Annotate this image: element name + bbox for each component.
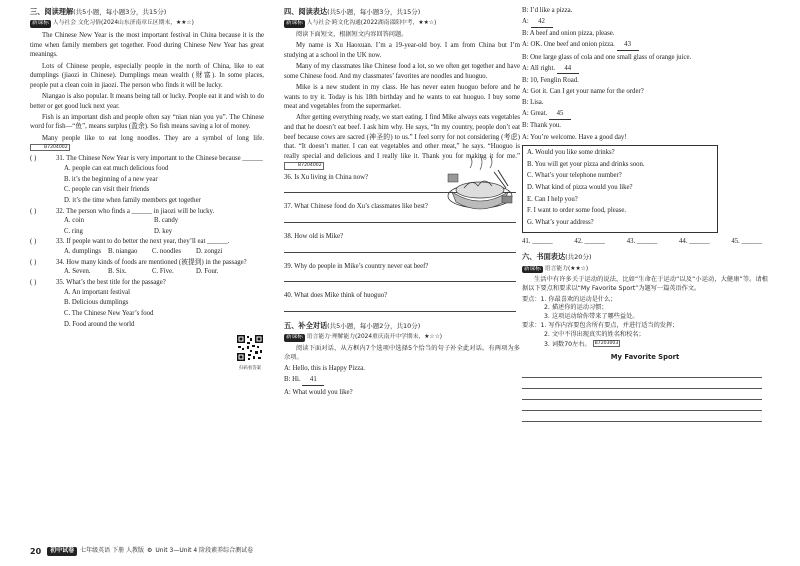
section-score: (共5小题，每小题3分，共15分) xyxy=(73,8,167,16)
option: A. coin xyxy=(64,217,85,225)
question-33 xyxy=(30,237,264,256)
item-code: B7204002 xyxy=(284,162,324,170)
answer-paren[interactable]: ( ) xyxy=(30,155,37,163)
option: A. people can eat much delicious food xyxy=(64,164,169,172)
section-title: 四、阅读表达 xyxy=(284,7,328,16)
curriculum-tag: 新课标 xyxy=(32,20,49,27)
item-code: B7203003 xyxy=(594,340,619,346)
section-title: 五、补全对话 xyxy=(284,320,328,330)
question-39 xyxy=(284,262,520,283)
dialogue-line: A: Hello, this is Happy Pizza. xyxy=(284,365,365,373)
answer-blank[interactable]: 44 xyxy=(557,64,579,75)
passage-paragraph: Fish is an important dish and people often say “nian nian you yu”. The Chinese word for fish—“鱼”, means surplus (盈余). So fish means saving a lot of money. xyxy=(30,113,264,131)
writing-point: 3. 这项运动给你带来了哪些益处。 xyxy=(544,313,639,321)
option: D. Four. xyxy=(196,268,219,276)
tagline-text: 语言能力·理解能力(2024重庆南开中学期末，★☆☆) xyxy=(306,334,443,341)
option-item: D. What kind of pizza would you like? xyxy=(527,184,633,192)
hotpot-illustration xyxy=(444,152,516,214)
option: C. noodles xyxy=(152,248,182,256)
dialogue-line: A: What would you like? xyxy=(284,388,353,396)
section-tagline xyxy=(30,19,264,28)
question-text: 40. What does Mike think of huoguo? xyxy=(284,292,388,300)
dialogue-text: A: You’re welcome. Have a good day! xyxy=(522,133,627,141)
dialogue-line xyxy=(522,53,768,63)
reading-comprehension-column xyxy=(30,6,264,371)
answer-paren[interactable]: ( ) xyxy=(30,258,37,266)
option-item: F. I want to order some food, please. xyxy=(527,207,627,215)
essay-title: My Favorite Sport xyxy=(610,353,680,362)
writing-line[interactable] xyxy=(522,380,762,389)
option-item: A. Would you like some drinks? xyxy=(527,149,615,157)
passage-paragraph: The Chinese New Year is the most important festival in China because it is the time when family members get together. Food during Chinese New Year has great meanings. xyxy=(30,32,264,59)
section-title: 三、阅读理解 xyxy=(30,7,74,16)
question-text: 38. How old is Mike? xyxy=(284,233,344,241)
passage-paragraph: Mike is a new student in my class. He has never eaten huoguo before and he wants to try it. Today is his 18th birthday and he wants to eat huoguo. I buy some meat and vegetables from the supermarket. xyxy=(284,84,520,111)
question-35 xyxy=(30,278,264,329)
section-tagline xyxy=(284,333,520,342)
dialogue-line xyxy=(522,133,768,143)
option: A. An important festival xyxy=(64,288,131,296)
option: B. it’s the beginning of a new year xyxy=(64,175,158,183)
dialogue-line xyxy=(522,98,768,108)
paragraph-text: Many people like to eat long noodles. They are a symbol of long life. xyxy=(42,134,264,142)
passage-paragraph xyxy=(30,134,264,153)
option-item: G. What’s your address? xyxy=(527,219,594,227)
dialogue-text: B: 10, Fenglin Road. xyxy=(522,76,579,84)
option-item: B. You will get your pizza and drinks soon. xyxy=(527,160,645,168)
options-box xyxy=(522,145,718,232)
dialogue-line xyxy=(522,29,768,39)
passage-paragraph: Many of my classmates like Chinese food a lot, so we often get together and have some Chinese food. And my classmates’ favorites are noodles and huoguo. xyxy=(284,63,520,80)
option: A. dumplings xyxy=(64,248,102,256)
answer-blank[interactable]: 45. ______ xyxy=(731,237,762,245)
paragraph-text: After getting everything ready, we start eating. I find Mike always eats vegetables and that he doesn’t eat beef. I ask him why. He says, “In my country, people don’t eat beef because cows are sacred (神圣的) to us.” I feel sorry for not considering (考虑) that. “It doesn’t matter. I can eat vegetables and other meat,” he says. “Huoguo is really special and delicious and I really like it. Thank you for making it for me.” xyxy=(284,114,520,160)
requirement-text: 3. 词数70左右。 xyxy=(544,340,591,348)
footer-text: 七年级英语 下册 人教版 xyxy=(80,547,144,555)
qr-code-icon xyxy=(236,334,264,362)
dialogue-text: A: xyxy=(522,18,529,26)
dialogue-line xyxy=(522,64,768,75)
section-heading xyxy=(522,252,768,262)
answer-blank[interactable]: 42. ______ xyxy=(574,237,605,245)
answer-blank[interactable]: 45 xyxy=(549,109,571,120)
section-heading xyxy=(30,7,264,17)
tagline-text: 语言能力(★★☆) xyxy=(544,265,589,272)
question-text: 36. Is Xu living in China now? xyxy=(284,173,369,181)
section-score: (共5小题，每小题2分，共10分) xyxy=(327,321,421,330)
dialogue-line xyxy=(522,109,768,120)
dialogue-text: B: Hi. xyxy=(284,376,301,384)
dialogue-text: A: All right. xyxy=(522,64,556,72)
answer-blank[interactable]: 43 xyxy=(617,40,639,51)
section-heading xyxy=(284,7,520,17)
qr-label: 扫码看答案 xyxy=(239,365,261,371)
writing-requirement xyxy=(522,340,768,350)
qr-code xyxy=(236,334,264,370)
question-text: 32. The person who finds a ______ in jiaozi will be lucky. xyxy=(56,207,215,215)
dialogue-line xyxy=(522,6,768,16)
dialogue-line xyxy=(284,375,520,386)
question-40 xyxy=(284,291,520,312)
dialogue-line xyxy=(522,76,768,86)
option: C. ring xyxy=(64,227,83,235)
question-31 xyxy=(30,154,264,205)
footer-unit: Unit 3—Unit 4 阶段素养综合测试卷 xyxy=(155,547,254,555)
dialogue-text: B: I’d like a pizza. xyxy=(522,7,573,14)
dialogue-and-writing-column xyxy=(522,6,768,424)
section-score: (共5小题，每小题3分，共15分) xyxy=(327,8,421,16)
passage-paragraph: Lots of Chinese people, especially people in the north of China, like to eat dumplings (jiaozi in Chinese). Dumplings mean wealth (财富). In some places, people put a clean coin in jiaozi. The person who finds it will be lucky. xyxy=(30,62,264,89)
question-text: 37. What Chinese food do Xu’s classmates like best? xyxy=(284,203,428,211)
answer-blank[interactable]: 41. ______ xyxy=(522,237,553,245)
writing-point: 2. 描述你的运动习惯； xyxy=(544,304,608,312)
question-text: 33. If people want to do better the next year, they’ll eat ______. xyxy=(56,238,230,246)
dialogue-line xyxy=(522,17,768,28)
writing-line[interactable] xyxy=(522,369,762,378)
option: D. Food around the world xyxy=(64,320,135,328)
passage-paragraph: Niangao is also popular. It means being tall or lucky. People eat it and wish to do better or get good luck next year. xyxy=(30,93,264,110)
option: B. Delicious dumplings xyxy=(64,299,129,307)
answer-blanks-row xyxy=(522,237,762,247)
answer-paren[interactable]: ( ) xyxy=(30,238,37,246)
dialogue-text: A: OK. One beef and onion pizza. xyxy=(522,41,615,49)
section-score: (共20分) xyxy=(565,253,592,262)
curriculum-tag: 新课标 xyxy=(524,265,541,272)
option: C. people can visit their friends xyxy=(64,186,150,194)
dialogue-text: B: Thank you. xyxy=(522,122,561,130)
answer-line[interactable] xyxy=(284,242,516,253)
section-heading xyxy=(284,321,520,331)
curriculum-tag: 新课标 xyxy=(286,20,303,27)
answer-blank[interactable]: 44. ______ xyxy=(679,237,710,245)
question-text: 31. The Chinese New Year is very important to the Chinese because ______ xyxy=(56,155,263,163)
tagline-text: 人与社会·跨文化沟通(2022湖南邵阳中考，★★☆) xyxy=(306,20,437,27)
answer-blank[interactable]: 42 xyxy=(531,17,553,28)
question-text: 34. How many kinds of foods are mentioned (被提到) in the passage? xyxy=(56,258,247,266)
page-number: 20 xyxy=(30,547,42,556)
option: C. The Chinese New Year’s food xyxy=(64,309,154,317)
question-text: 39. Why do people in Mike’s country never eat beef? xyxy=(284,262,429,270)
hotpot-icon xyxy=(444,152,516,214)
answer-paren[interactable]: ( ) xyxy=(30,279,37,287)
option: A. Seven. xyxy=(64,268,91,276)
writing-point: 要点：1. 你最喜欢的运动是什么； xyxy=(522,295,617,303)
answer-line[interactable] xyxy=(284,301,516,312)
dialogue-line xyxy=(522,40,768,51)
dialogue-text: B: A beef and onion pizza, please. xyxy=(522,30,615,38)
writing-line[interactable] xyxy=(522,413,762,422)
option: B. niangao xyxy=(108,248,138,256)
option: B. Six. xyxy=(108,268,127,276)
answer-blank[interactable]: 41 xyxy=(302,375,324,386)
instructions: 阅读下面短文，根据短文内容回答问题。 xyxy=(296,31,408,39)
option-item: C. What’s your telephone number? xyxy=(527,172,622,180)
option: B. candy xyxy=(154,217,179,225)
page-footer xyxy=(30,546,253,557)
question-34 xyxy=(30,258,264,277)
question-text: 35. What’s the best title for the passage? xyxy=(56,279,166,287)
option-item: E. Can I help you? xyxy=(527,195,578,203)
item-code: B7204002 xyxy=(30,144,70,152)
answer-blank[interactable]: 43. ______ xyxy=(626,237,658,245)
tagline-text: 人与社会 文化习俗(2024山东济南章丘区期末，★★☆) xyxy=(52,20,194,27)
dialogue-line xyxy=(522,121,768,131)
option: D. it’s the time when family members get together xyxy=(64,196,201,204)
question-32 xyxy=(30,207,264,237)
writing-prompt: 生活中有许多关于运动的说法，比如“生命在于运动”以及“小运动，大健康”等。请根据以下要点和要求以“My Favorite Sport”为题写一篇英语作文。 xyxy=(522,276,768,293)
passage-paragraph: My name is Xu Haoxuan. I’m a 19-year-old boy. I am from China but I’m studying at a school in the UK now. xyxy=(284,42,520,60)
option: C. Five. xyxy=(152,268,174,276)
writing-requirement: 2. 文中不得出现真实的姓名和校名； xyxy=(544,330,645,338)
gear-icon: ⚙ xyxy=(146,547,153,555)
section-tagline xyxy=(284,19,520,28)
answer-line[interactable] xyxy=(284,271,516,282)
option: D. key xyxy=(154,227,173,235)
instructions: 阅读下面对话，从方框内7个选项中选择5个恰当的句子补全此对话。有两项为多余项。 xyxy=(284,345,520,361)
dialogue-text: A: Got it. Can I get your name for the order? xyxy=(522,87,644,95)
dialogue-text: A: Great. xyxy=(522,110,548,118)
question-38 xyxy=(284,232,520,253)
dialogue-text: B: One large glass of cola and one small glass of orange juice. xyxy=(522,53,692,61)
writing-requirement: 要求：1. 写作内容要包含所有要点，并进行适当的发挥； xyxy=(522,321,679,329)
dialogue-line xyxy=(522,87,768,97)
section-tagline xyxy=(522,265,768,274)
writing-line[interactable] xyxy=(522,402,762,411)
dialogue-text: B: Lisa. xyxy=(522,99,544,107)
option: D. zongzi xyxy=(196,248,223,256)
answer-paren[interactable]: ( ) xyxy=(30,207,37,215)
writing-line[interactable] xyxy=(522,391,762,400)
curriculum-tag: 新课标 xyxy=(286,334,303,341)
brand-label: 初中试卷 xyxy=(47,547,77,556)
section-title: 六、书面表达 xyxy=(522,252,566,262)
